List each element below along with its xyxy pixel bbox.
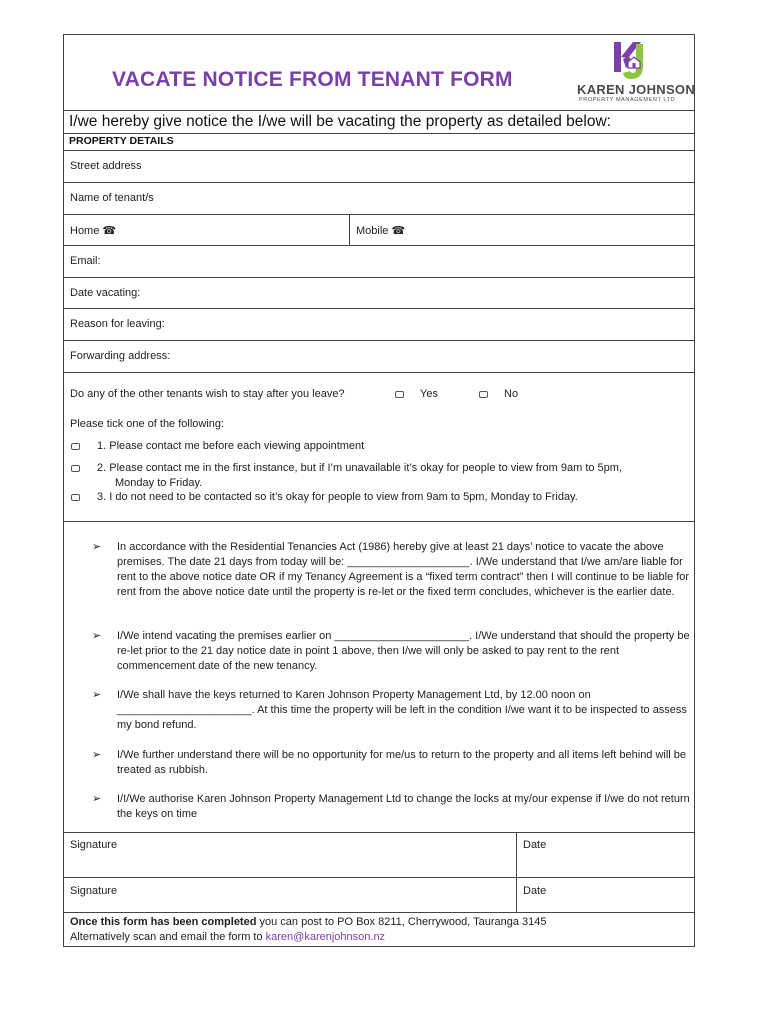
email-instructions	[70, 930, 385, 945]
forwarding-address-field[interactable]	[64, 340, 694, 372]
home-phone-field[interactable]	[70, 224, 116, 237]
option-1-checkbox[interactable]	[71, 443, 80, 450]
declaration-items-left: I/We further understand there will be no opportunity for me/us to return to the property and all items left behind will be treated as rubbish.	[117, 749, 687, 776]
reason-for-leaving-label: Reason for leaving:	[70, 318, 165, 330]
forwarding-address-label: Forwarding address:	[70, 350, 171, 362]
form-footer	[64, 912, 694, 946]
no-checkbox[interactable]	[479, 391, 488, 398]
no-label: No	[504, 388, 519, 400]
arrow-bullet-icon: ➢	[92, 793, 102, 805]
street-address-field[interactable]	[64, 150, 694, 182]
mobile-phone-field[interactable]	[356, 224, 405, 237]
date-vacating-label: Date vacating:	[70, 287, 141, 299]
date-label: Date	[523, 885, 547, 897]
form-title: VACATE NOTICE FROM TENANT FORM	[112, 68, 513, 91]
kj-logo-icon	[611, 38, 651, 80]
footer-bold-lead: Once this form has been completed	[70, 916, 257, 928]
street-address-label: Street address	[70, 160, 142, 172]
date-field[interactable]	[523, 839, 546, 851]
date-label: Date	[523, 839, 547, 851]
tenant-options-block	[64, 372, 694, 521]
signature-field[interactable]	[70, 839, 117, 851]
date-field[interactable]	[523, 885, 546, 897]
home-phone-label: Home	[70, 225, 100, 237]
phone-icon: ☎	[102, 225, 117, 237]
footer-post-text: you can post to PO Box 8211, Cherrywood, Tauranga 3145	[256, 916, 547, 928]
declarations-block	[64, 521, 694, 832]
yes-checkbox[interactable]	[395, 391, 404, 398]
date-vacating-field[interactable]	[64, 277, 694, 308]
arrow-bullet-icon: ➢	[92, 689, 102, 701]
logo-company-subtitle: PROPERTY MANAGEMENT LTD	[579, 97, 676, 103]
form-header	[64, 35, 694, 110]
vacate-notice-form	[63, 34, 695, 947]
intro-statement: I/we hereby give notice the I/we will be vacating the property as detailed below:	[64, 110, 694, 133]
stay-question: Do any of the other tenants wish to stay after you leave?	[70, 388, 345, 400]
footer-alt-text: Alternatively scan and email the form to	[70, 931, 266, 943]
email-label: Email:	[70, 255, 101, 267]
arrow-bullet-icon: ➢	[92, 749, 102, 761]
option-3-checkbox[interactable]	[71, 494, 80, 501]
yes-label: Yes	[420, 388, 438, 400]
signature-field[interactable]	[70, 885, 117, 897]
tenant-names-label: Name of tenant/s	[70, 192, 154, 204]
email-field[interactable]	[64, 245, 694, 277]
declaration-early-vacate: I/We intend vacating the premises earlier on ______________________. I/We understand that should the property be re-let prior to the 21 day notice date in point 1 above, then I/we will only be asked to pay rent to the rent commencement date of the new tenancy.	[117, 630, 690, 672]
option-2-text: 2. Please contact me in the first instance, but if I’m unavailable it’s okay for people to view from 9am to 5pm,	[97, 462, 622, 474]
reason-for-leaving-field[interactable]	[64, 308, 694, 340]
declaration-notice-period: In accordance with the Residential Tenancies Act (1986) hereby give at least 21 days’ notice to vacate the above premises. The date 21 days from today will be: ____________________. I/We understand that I/we am/are liable for rent to the above notice date OR if my Tenancy Agreement is a “fixed term contract” then I will continue to be liable for rent from the above notice date until the property is re-let or the fixed term concludes, whichever is the earlier date.	[117, 541, 690, 598]
signature-label: Signature	[70, 839, 118, 851]
option-2-checkbox[interactable]	[71, 465, 80, 472]
signature-row	[64, 832, 694, 877]
tenant-names-field[interactable]	[64, 182, 694, 214]
signature-row	[64, 877, 694, 912]
arrow-bullet-icon: ➢	[92, 541, 102, 553]
declaration-keys-returned: I/We shall have the keys returned to Karen Johnson Property Management Ltd, by 12.00 noon on ______________________. At this time the property will be left in the condition I/we want it to be inspected to assess my bond refund.	[117, 689, 687, 731]
option-1-text: 1. Please contact me before each viewing appointment	[97, 440, 365, 452]
phone-row	[64, 214, 694, 245]
tick-prompt: Please tick one of the following:	[70, 418, 225, 430]
arrow-bullet-icon: ➢	[92, 630, 102, 642]
option-3-text: 3. I do not need to be contacted so it’s okay for people to view from 9am to 5pm, Monday to Friday.	[97, 491, 578, 503]
postal-instructions	[70, 915, 547, 930]
phone-icon: ☎	[391, 225, 406, 237]
declaration-locks: I/I/We authorise Karen Johnson Property Management Ltd to change the locks at my/our expense if I/we do not return the keys on time	[117, 793, 690, 820]
company-logo	[573, 38, 696, 106]
email-link[interactable]: karen@karenjohnson.nz	[265, 931, 386, 943]
option-2-text-continued: Monday to Friday.	[115, 477, 203, 489]
logo-company-name: KAREN JOHNSON	[577, 82, 696, 97]
signature-label: Signature	[70, 885, 118, 897]
property-details-heading: PROPERTY DETAILS	[64, 133, 694, 150]
mobile-phone-label: Mobile	[356, 225, 389, 237]
